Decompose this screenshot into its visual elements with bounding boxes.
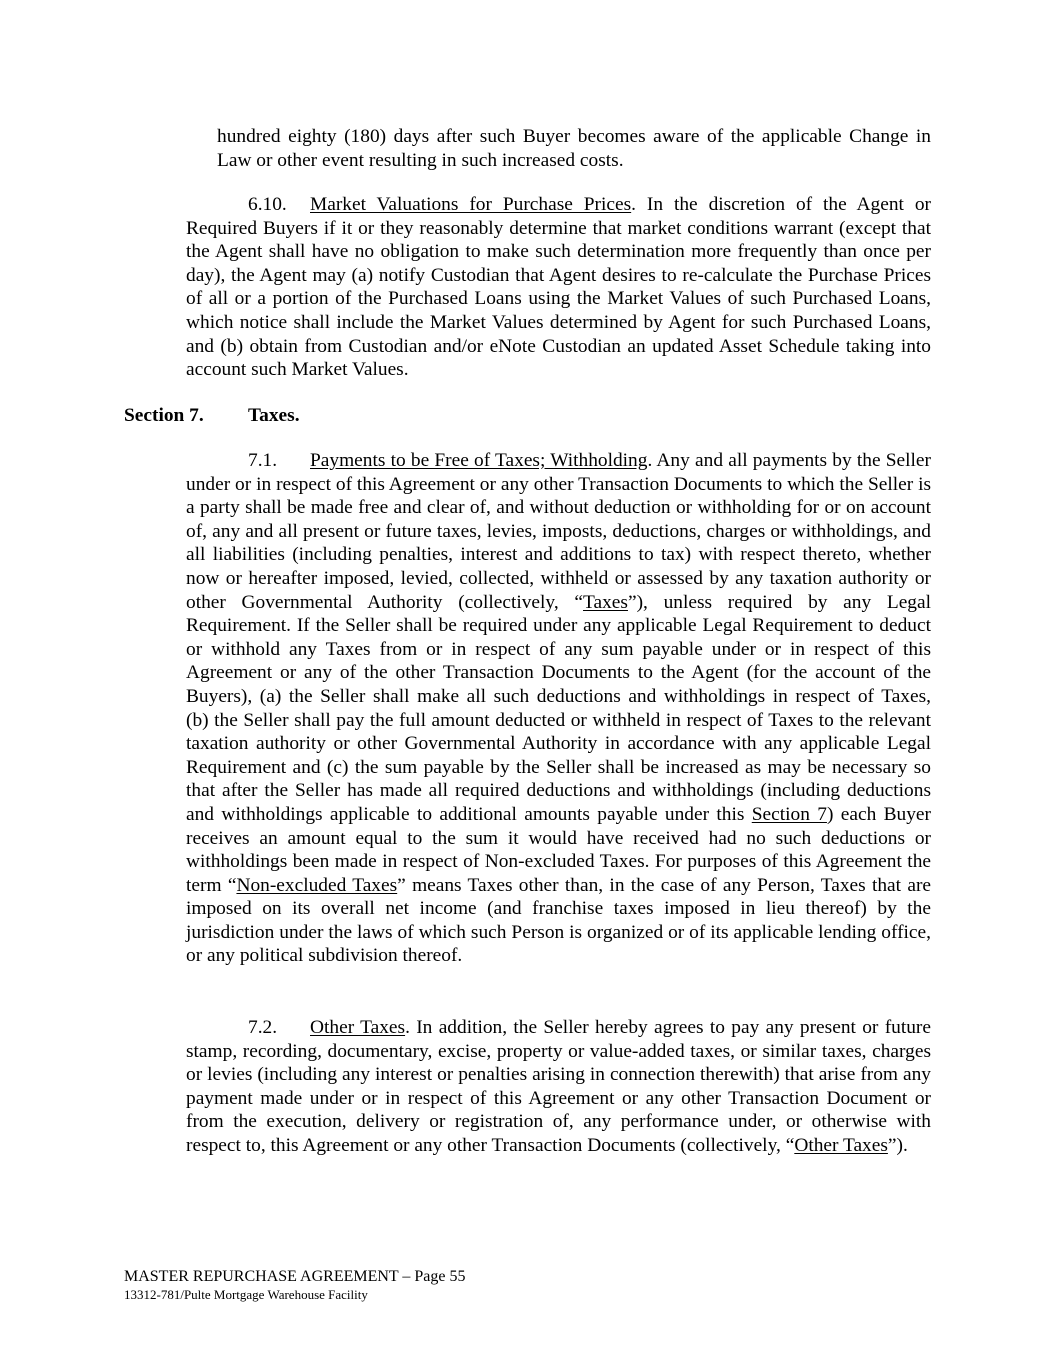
paragraph-7-2 — [186, 1016, 931, 1158]
defined-term: Taxes — [583, 591, 628, 613]
footer-title: MASTER REPURCHASE AGREEMENT – Page 55 — [124, 1268, 466, 1285]
defined-term: Market Valuations for Purchase Prices — [310, 194, 632, 215]
paragraph-7-1 — [186, 449, 931, 968]
defined-term: Section 7 — [751, 803, 827, 825]
body-text: . In addition, the Seller hereby agrees to pay any present or future stamp, recording, documentary, excise, property or value-added taxes, or similar taxes, charges or levies (including any interest or penalties arising in connection therewith) that arise from any payment made under or in respect of this Agreement or any other Transaction Document or from the execution, delivery or registration of, any performance under, or otherwise with respect to, this Agreement or any other Transaction Documents (collectively, “ — [186, 1017, 931, 1156]
body-text: ”). — [887, 1134, 908, 1156]
section-7-number: Section 7. — [124, 405, 204, 426]
defined-term: Payments to be Free of Taxes; Withholding — [310, 450, 648, 471]
paragraph-6-10 — [186, 193, 931, 382]
body-text: . Any and all payments by the Seller under or in respect of this Agreement or any other Transaction Documents to which the Seller is a party shall be made free and clear of, and without deduction or withholding for or on account of, any and all present or future taxes, levies, imposts, deductions, charges or withholdings, and all liabilities (including penalties, interest and additions to tax) with respect thereto, whether now or hereafter imposed, levied, collected, withheld or assessed by any taxation authority or other Governmental Authority (collectively, “ — [186, 450, 931, 613]
defined-term: Non-excluded Taxes — [236, 874, 398, 896]
paragraph-7-1-number: 7.1. — [248, 450, 278, 471]
body-text: ”), unless required by any Legal Requirement. If the Seller shall be required under any applicable Legal Requirement to deduct or withhold any Taxes from or in respect of any sum payable under or in respect of this Agreement or any of the other Transaction Documents to the Agent (for the account of the Buyers), (a) the Seller shall make all such deductions and withholdings in respect of Taxes, (b) the Seller shall pay the full amount deducted or withheld in respect of Taxes to the relevant taxation authority or other Governmental Authority in accordance with any applicable Legal Requirement and (c) the sum payable by the Seller shall be increased as may be necessary so that after the Seller has made all required deductions and withholdings (including deductions and withholdings applicable to additional amounts payable under this — [186, 591, 931, 825]
body-text: ” means Taxes other than, in the case of any Person, Taxes that are imposed on its overall net income (and franchise taxes imposed in lieu thereof) by the jurisdiction under the laws of which such Person is organized or of its applicable lending office, or any political subdivision thereof. — [186, 874, 932, 967]
paragraph-7-1-body — [186, 450, 931, 966]
defined-term: Other Taxes — [310, 1017, 406, 1038]
section-7-title: Taxes. — [248, 405, 300, 426]
footer-reference: 13312-781/Pulte Mortgage Warehouse Facility — [124, 1287, 368, 1302]
body-text: . In the discretion of the Agent or Required Buyers if it or they reasonably determine that market conditions warrant (except that the Agent shall have no obligation to make such determination more frequently than once per day), the Agent may (a) notify Custodian that Agent desires to re-calculate the Purchase Prices of all or a portion of the Purchased Loans using the Market Values of such Purchased Loans, which notice shall include the Market Values determined by Agent for such Purchased Loans, and (b) obtain from Custodian and/or eNote Custodian an updated Asset Schedule taking into account such Market Values. — [186, 194, 932, 381]
paragraph-7-2-number: 7.2. — [248, 1017, 278, 1038]
continuation-paragraph: hundred eighty (180) days after such Buyer becomes aware of the applicable Change in Law or other event resulting in such increased costs. — [217, 126, 931, 171]
defined-term: Other Taxes — [794, 1134, 888, 1156]
paragraph-6-10-number: 6.10. — [248, 194, 287, 215]
body-text: ) each Buyer receives an amount equal to the sum it would have received had no such deductions or withholdings been made in respect of Non-excluded Taxes. For purposes of this Agreement the term “ — [186, 803, 931, 896]
paragraph-6-10-body — [186, 194, 931, 380]
